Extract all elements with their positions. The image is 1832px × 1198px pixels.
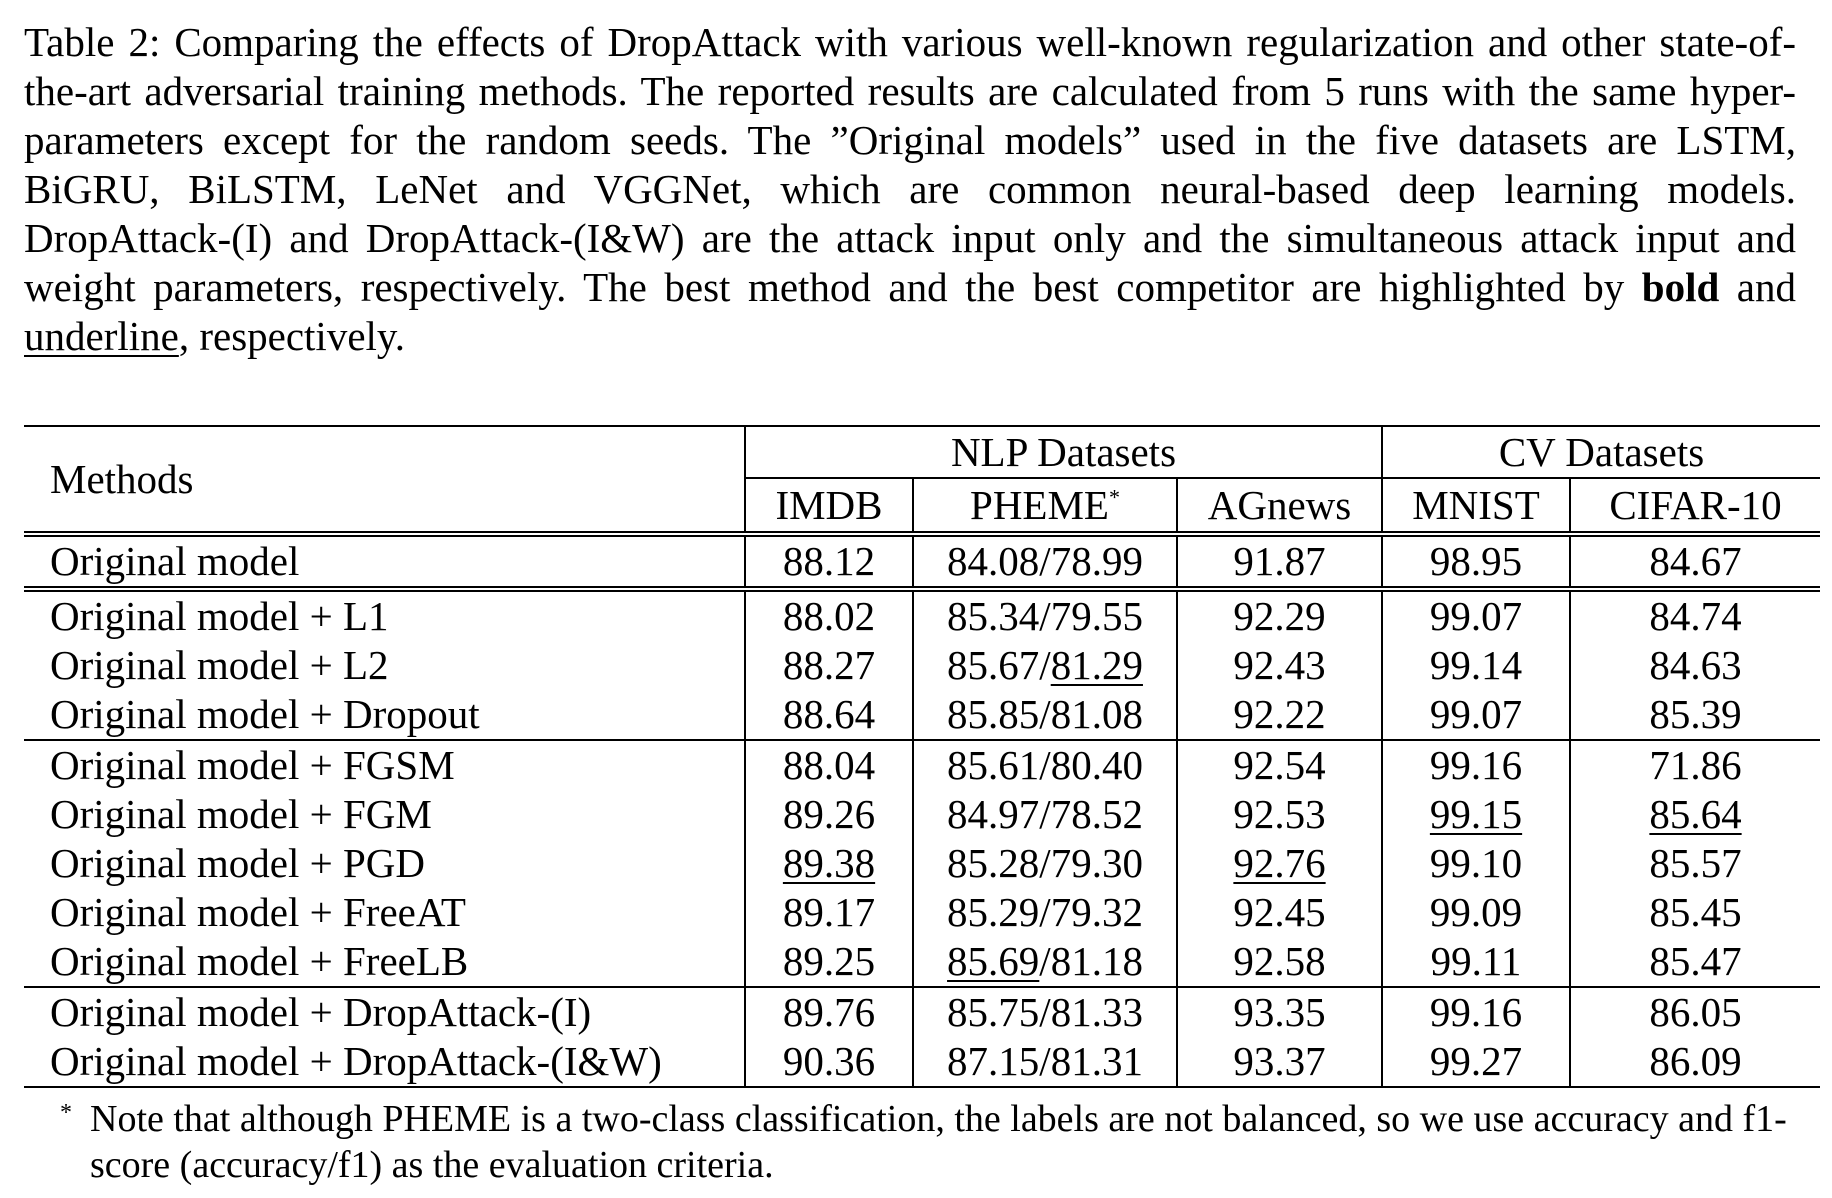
col-header-imdb: IMDB: [745, 478, 913, 534]
table-row: [24, 839, 1820, 888]
table-row: [24, 790, 1820, 839]
value-cell: 86.05: [1649, 989, 1742, 1035]
caption-and-word: and: [1719, 264, 1796, 310]
table-row: [24, 534, 1820, 589]
value-cell: 99.07: [1382, 690, 1570, 740]
value-cell: [1177, 839, 1382, 888]
value-cell: 92.43: [1177, 641, 1382, 690]
value-cell: 84.97/78.52: [913, 790, 1177, 839]
value-part: /81.18: [1039, 938, 1143, 984]
table-footnote: [60, 1096, 1822, 1188]
value-cell: 92.29: [1177, 589, 1382, 641]
value-cell: 92.53: [1177, 790, 1382, 839]
value-cell: 84.63: [1649, 642, 1742, 688]
value-cell-best: 90.36: [745, 1037, 913, 1087]
caption-label: Table 2:: [24, 19, 161, 65]
value-cell: [1570, 790, 1820, 839]
value-cell: 99.16: [1382, 987, 1570, 1037]
value-underlined: 92.76: [1233, 840, 1326, 886]
footnote-marker: *: [60, 1100, 72, 1126]
value-cell: 85.61/80.40: [913, 740, 1177, 790]
col-header-pheme: [913, 478, 1177, 534]
value-cell: 91.87: [1177, 534, 1382, 589]
value-underlined: 85.64: [1649, 791, 1742, 837]
method-cell: Original model + DropAttack-(I&W): [24, 1037, 745, 1087]
caption-text-end: , respectively.: [178, 313, 406, 359]
value-cell: 85.29/79.32: [913, 888, 1177, 937]
cv-group-header: CV Datasets: [1382, 426, 1820, 478]
value-cell: [913, 641, 1177, 690]
value-cell: 98.95: [1382, 534, 1570, 589]
method-cell: Original model + FreeAT: [24, 888, 745, 937]
method-cell: Original model + L2: [24, 641, 745, 690]
value-cell: 88.27: [745, 641, 913, 690]
caption-bold-word: bold: [1641, 264, 1720, 310]
results-table: [24, 425, 1820, 1088]
value-part-underlined: 85.69: [947, 938, 1040, 984]
value-cell: 84.67: [1570, 534, 1820, 589]
value-cell: 92.54: [1177, 740, 1382, 790]
value-cell: 88.64: [745, 690, 913, 740]
method-cell: Original model + PGD: [24, 839, 745, 888]
value-cell: 92.45: [1177, 888, 1382, 937]
value-cell: 99.16: [1382, 740, 1570, 790]
value-cell-best: 99.27: [1382, 1037, 1570, 1087]
table-row: [24, 937, 1820, 987]
value-cell: 92.58: [1177, 937, 1382, 987]
method-cell: Original model + FreeLB: [24, 937, 745, 987]
table-row: [24, 1037, 1820, 1087]
table-caption: [24, 18, 1796, 361]
method-cell: Original model + FGSM: [24, 740, 745, 790]
value-cell: 84.08/78.99: [913, 534, 1177, 589]
value-cell: [1382, 790, 1570, 839]
value-cell: 88.04: [745, 740, 913, 790]
value-part-underlined: 81.29: [1050, 642, 1143, 688]
value-cell-best: 87.15/81.31: [913, 1037, 1177, 1087]
method-cell: Original model + DropAttack-(I): [24, 987, 745, 1037]
table-row: [24, 740, 1820, 790]
value-cell: 85.75/81.33: [913, 987, 1177, 1037]
table-row: [24, 987, 1820, 1037]
value-cell: 85.34/79.55: [913, 589, 1177, 641]
value-cell: 99.09: [1382, 888, 1570, 937]
col-header-mnist: MNIST: [1382, 478, 1570, 534]
method-cell: Original model: [24, 534, 745, 589]
nlp-group-header: NLP Datasets: [745, 426, 1382, 478]
table-row: [24, 641, 1820, 690]
value-cell: 89.17: [745, 888, 913, 937]
value-cell: 89.76: [745, 987, 913, 1037]
value-cell: 99.11: [1382, 937, 1570, 987]
caption-text: Comparing the effects of DropAttack with various well-known regularization and other state-of-the-art adversarial training methods. The reported results are calculated from 5 runs with the same hyper-parameters except for the random seeds. The ”Original models” used in the five datasets are LSTM, BiGRU, BiLSTM, LeNet and VGGNet, which are common neural-based deep learning models. DropAttack-(I) and DropAttack-(I&W) are the attack input only and the simultaneous attack input and weight parameters, respectively. The best method and the best competitor are highlighted by: [24, 19, 1796, 310]
table-row: [24, 888, 1820, 937]
value-cell: 71.86: [1649, 742, 1742, 788]
value-cell: 88.02: [745, 589, 913, 641]
value-cell: 85.39: [1570, 690, 1820, 740]
value-cell: 85.47: [1570, 937, 1820, 987]
col-header-agnews: AGnews: [1177, 478, 1382, 534]
value-cell: 93.35: [1177, 987, 1382, 1037]
pheme-footnote-marker: *: [1108, 483, 1120, 509]
value-cell: 89.26: [745, 790, 913, 839]
value-cell: 85.28/79.30: [913, 839, 1177, 888]
col-header-cifar10: CIFAR-10: [1570, 478, 1820, 534]
value-cell: 99.14: [1382, 641, 1570, 690]
value-cell-best: 93.37: [1177, 1037, 1382, 1087]
methods-header: Methods: [24, 426, 745, 534]
value-cell: 88.12: [745, 534, 913, 589]
value-cell: [913, 937, 1177, 987]
table-row: [24, 589, 1820, 641]
col-header-pheme-text: PHEME: [970, 481, 1109, 528]
value-cell: 99.10: [1382, 839, 1570, 888]
value-underlined: 89.38: [782, 840, 876, 886]
footnote-text: Note that although PHEME is a two-class classification, the labels are not balanced, so we use accuracy and f1-score (accuracy/f1) as the evaluation criteria.: [90, 1098, 1787, 1186]
caption-underline-word: underline: [24, 313, 179, 359]
value-cell: 85.57: [1649, 840, 1742, 886]
value-cell: 84.74: [1649, 593, 1742, 639]
value-part: 85.67/: [947, 642, 1051, 688]
table-row: [24, 690, 1820, 740]
value-cell: 89.25: [745, 937, 913, 987]
method-cell: Original model + Dropout: [24, 690, 745, 740]
value-cell: [745, 839, 913, 888]
value-cell: 85.45: [1649, 889, 1742, 935]
value-cell: 85.85/81.08: [913, 690, 1177, 740]
value-cell: 99.07: [1382, 589, 1570, 641]
value-cell: 92.22: [1177, 690, 1382, 740]
method-cell: Original model + FGM: [24, 790, 745, 839]
method-cell: Original model + L1: [24, 589, 745, 641]
value-cell-best: 86.09: [1570, 1037, 1820, 1087]
value-underlined: 99.15: [1429, 791, 1523, 837]
